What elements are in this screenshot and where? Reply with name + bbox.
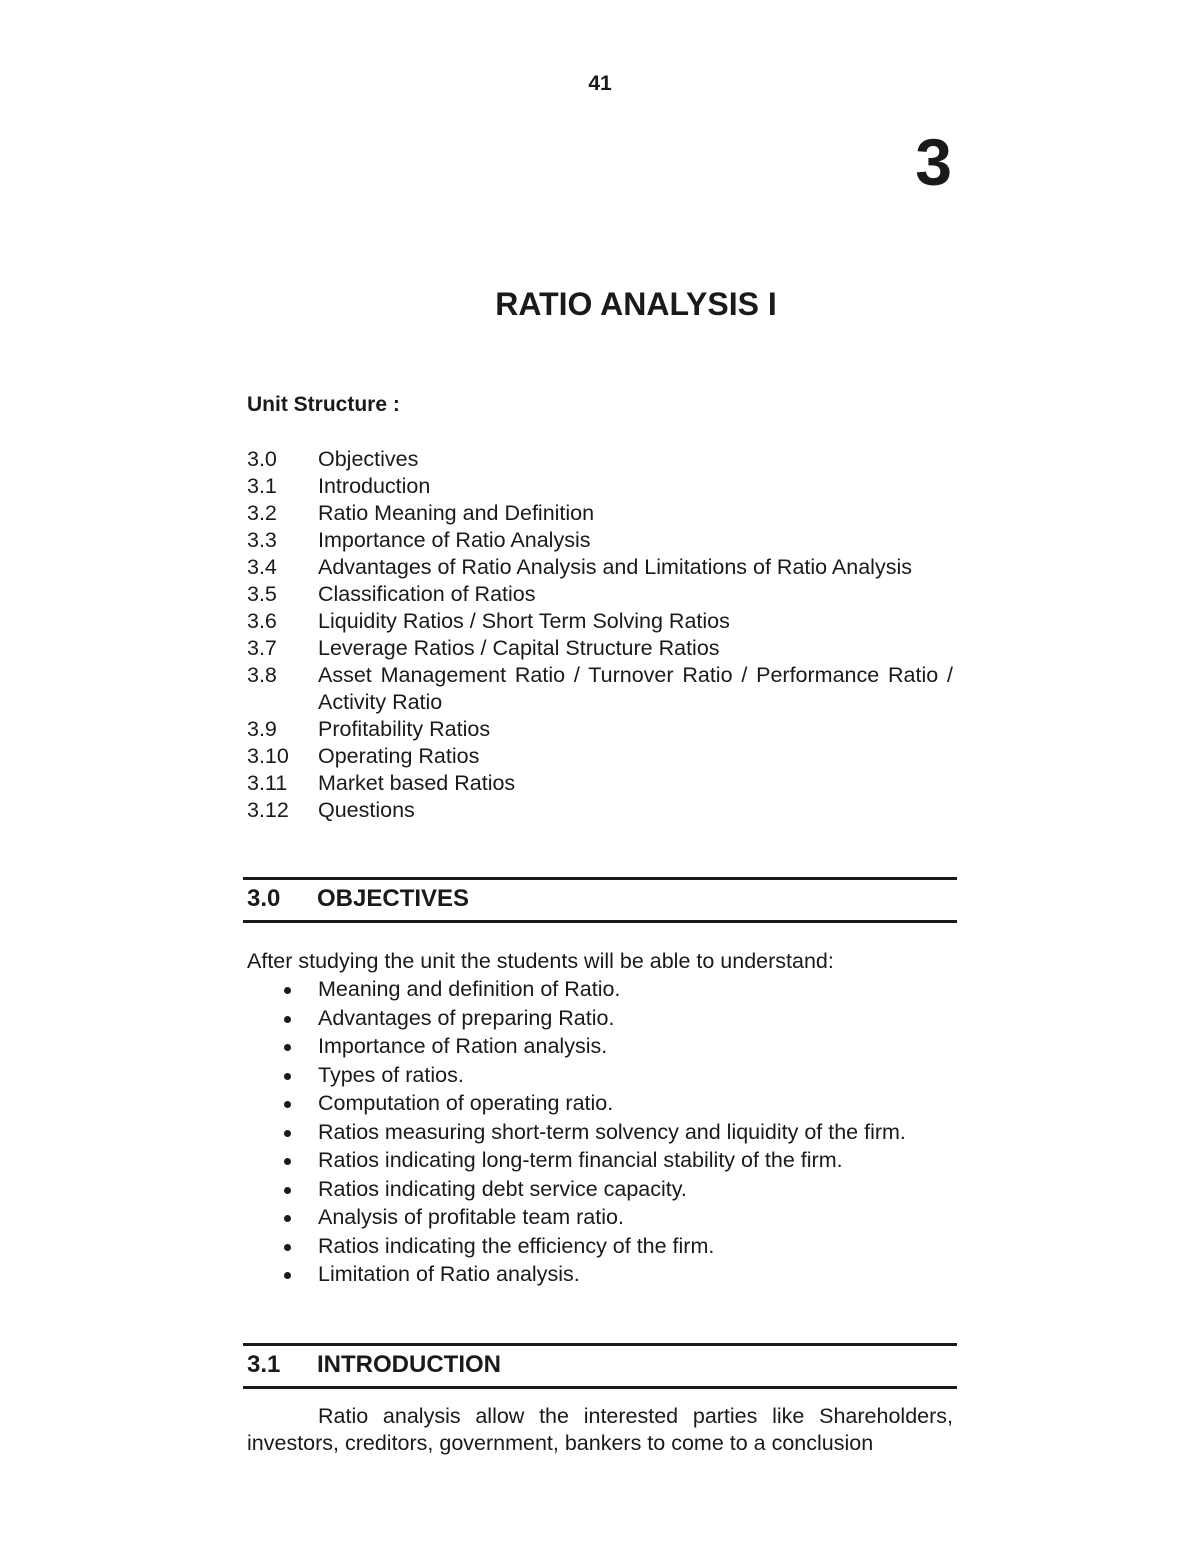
toc-text: Ratio Meaning and Definition xyxy=(318,501,595,525)
list-item xyxy=(247,1033,953,1062)
toc-number: 3.9 xyxy=(247,717,277,741)
toc-text: Profitability Ratios xyxy=(318,717,491,741)
toc-item xyxy=(247,743,953,770)
objective-text: Analysis of profitable team ratio. xyxy=(318,1205,624,1229)
objective-text: Advantages of preparing Ratio. xyxy=(318,1005,615,1030)
section-number: 3.1 xyxy=(247,1351,281,1378)
toc-number: 3.1 xyxy=(247,474,277,498)
list-item xyxy=(247,1119,953,1148)
objective-text: Ratios indicating the efficiency of the firm. xyxy=(318,1233,715,1258)
bullet-icon xyxy=(247,976,318,1005)
section-number: 3.0 xyxy=(247,885,281,912)
toc-text: Importance of Ratio Analysis xyxy=(318,528,591,552)
introduction-section-heading xyxy=(243,1343,957,1389)
chapter-number: 3 xyxy=(915,125,952,199)
list-item xyxy=(247,1005,953,1034)
bullet-icon xyxy=(247,1204,318,1233)
toc-text: Liquidity Ratios / Short Term Solving Ratios xyxy=(318,609,730,633)
bullet-icon xyxy=(247,1090,318,1119)
toc-number: 3.11 xyxy=(247,771,288,795)
toc-item xyxy=(247,500,953,527)
toc-item xyxy=(247,716,953,743)
section-title: INTRODUCTION xyxy=(317,1351,501,1378)
list-item xyxy=(247,1090,953,1119)
toc-text: Asset Management Ratio / Turnover Ratio / Performance Ratio / Activity Ratio xyxy=(318,663,953,714)
objective-text: Limitation of Ratio analysis. xyxy=(318,1262,580,1286)
introduction-paragraph: Ratio analysis allow the interested parties like Shareholders, investors, creditors, government, bankers to come to a conclusion xyxy=(247,1404,953,1455)
bullet-icon xyxy=(247,1005,318,1034)
objective-text: Ratios measuring short-term solvency and liquidity of the firm. xyxy=(318,1119,906,1144)
toc-number: 3.6 xyxy=(247,609,277,633)
list-item xyxy=(247,1204,953,1233)
list-item xyxy=(247,1062,953,1091)
objectives-list xyxy=(247,976,953,1290)
toc-item xyxy=(247,554,953,581)
page-number: 41 xyxy=(588,72,612,95)
list-item xyxy=(247,1261,953,1290)
toc-item xyxy=(247,797,953,824)
toc-number: 3.4 xyxy=(247,555,277,579)
bullet-icon xyxy=(247,1233,318,1262)
objective-text: Ratios indicating debt service capacity. xyxy=(318,1176,687,1201)
toc-item xyxy=(247,446,953,473)
list-item xyxy=(247,1233,953,1262)
toc-number: 3.12 xyxy=(247,798,289,822)
toc-item xyxy=(247,770,953,797)
toc-item xyxy=(247,608,953,635)
toc-text: Objectives xyxy=(318,447,419,471)
toc-item xyxy=(247,473,953,500)
objectives-intro: After studying the unit the students will be able to understand: xyxy=(247,949,834,973)
section-title: OBJECTIVES xyxy=(317,885,470,912)
toc-number: 3.5 xyxy=(247,582,277,606)
unit-structure-label: Unit Structure : xyxy=(247,393,400,416)
toc-number: 3.8 xyxy=(247,663,277,687)
toc-text: Questions xyxy=(318,798,415,822)
bullet-icon xyxy=(247,1147,318,1176)
objective-text: Ratios indicating long-term financial stability of the firm. xyxy=(318,1148,843,1172)
toc-number: 3.0 xyxy=(247,447,277,471)
objective-text: Meaning and definition of Ratio. xyxy=(318,977,621,1001)
toc-text: Market based Ratios xyxy=(318,771,516,795)
objective-text: Importance of Ration analysis. xyxy=(318,1034,608,1058)
toc-text: Leverage Ratios / Capital Structure Ratios xyxy=(318,636,720,660)
toc-text: Operating Ratios xyxy=(318,744,480,768)
toc-item xyxy=(247,662,953,716)
objectives-section-heading xyxy=(243,877,957,923)
toc-number: 3.10 xyxy=(247,744,289,768)
toc-text: Introduction xyxy=(318,474,431,498)
bullet-icon xyxy=(247,1176,318,1205)
toc-item xyxy=(247,581,953,608)
bullet-icon xyxy=(247,1119,318,1148)
bullet-icon xyxy=(247,1261,318,1290)
list-item xyxy=(247,1176,953,1205)
unit-structure-list xyxy=(247,446,953,824)
objective-text: Computation of operating ratio. xyxy=(318,1091,614,1115)
list-item xyxy=(247,1147,953,1176)
toc-item xyxy=(247,635,953,662)
toc-number: 3.7 xyxy=(247,636,277,660)
toc-number: 3.3 xyxy=(247,528,277,552)
list-item xyxy=(247,976,953,1005)
toc-number: 3.2 xyxy=(247,501,277,525)
bullet-icon xyxy=(247,1033,318,1062)
objective-text: Types of ratios. xyxy=(318,1062,464,1087)
chapter-title: RATIO ANALYSIS I xyxy=(495,286,777,322)
bullet-icon xyxy=(247,1062,318,1091)
toc-text: Classification of Ratios xyxy=(318,582,536,606)
toc-text: Advantages of Ratio Analysis and Limitations of Ratio Analysis xyxy=(318,555,912,579)
toc-item xyxy=(247,527,953,554)
